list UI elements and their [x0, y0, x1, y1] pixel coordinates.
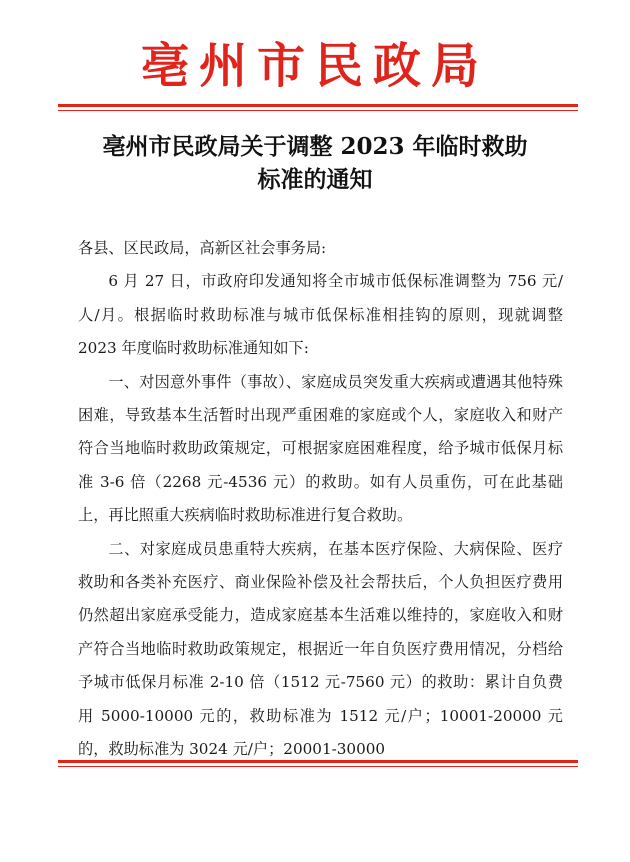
footer-divider	[58, 760, 578, 763]
header-divider-thin	[58, 110, 578, 111]
paragraph-item-2: 二、对家庭成员患重特大疾病，在基本医疗保险、大病保险、医疗救助和各类补充医疗、商业保险补偿及社会帮扶后，个人负担医疗费用仍然超出家庭承受能力，造成家庭基本生活难以维持的，家庭收入和财产符合当地临时救助政策规定，根据近一年自负医疗费用情况，分档给予城市低保月标准 2-10 倍（1512 元-7560 元）的救助：累计自负费用 5000-10000 元的，救助标准为 1512 元/户；10001-20000 元的，救助标准为 3024 元/户；20001-30000	[78, 539, 563, 759]
document-body	[78, 232, 563, 767]
document-title	[0, 130, 630, 196]
masthead-title: 亳州市民政局	[140, 38, 489, 94]
document-title-line-1: 亳州市民政局关于调整 2023 年临时救助	[102, 133, 528, 160]
salutation: 各县、区民政局，高新区社会事务局:	[78, 239, 327, 257]
header-divider	[58, 104, 578, 107]
document-title-line-2: 标准的通知	[257, 166, 373, 193]
paragraph-intro: 6 月 27 日，市政府印发通知将全市城市低保标准调整为 756 元/人/月。根据临时救助标准与城市低保标准相挂钩的原则，现就调整 2023 年度临时救助标准通知如下:	[78, 272, 563, 358]
footer-divider-thin	[58, 766, 578, 767]
paragraph-item-1: 一、对因意外事件（事故）、家庭成员突发重大疾病或遭遇其他特殊困难，导致基本生活暂时出现严重困难的家庭或个人，家庭收入和财产符合当地临时救助政策规定，可根据家庭困难程度，给予城市低保月标准 3-6 倍（2268 元-4536 元）的救助。如有人员重伤，可在此基础上，再比照重大疾病临时救助标准进行复合救助。	[78, 372, 563, 525]
